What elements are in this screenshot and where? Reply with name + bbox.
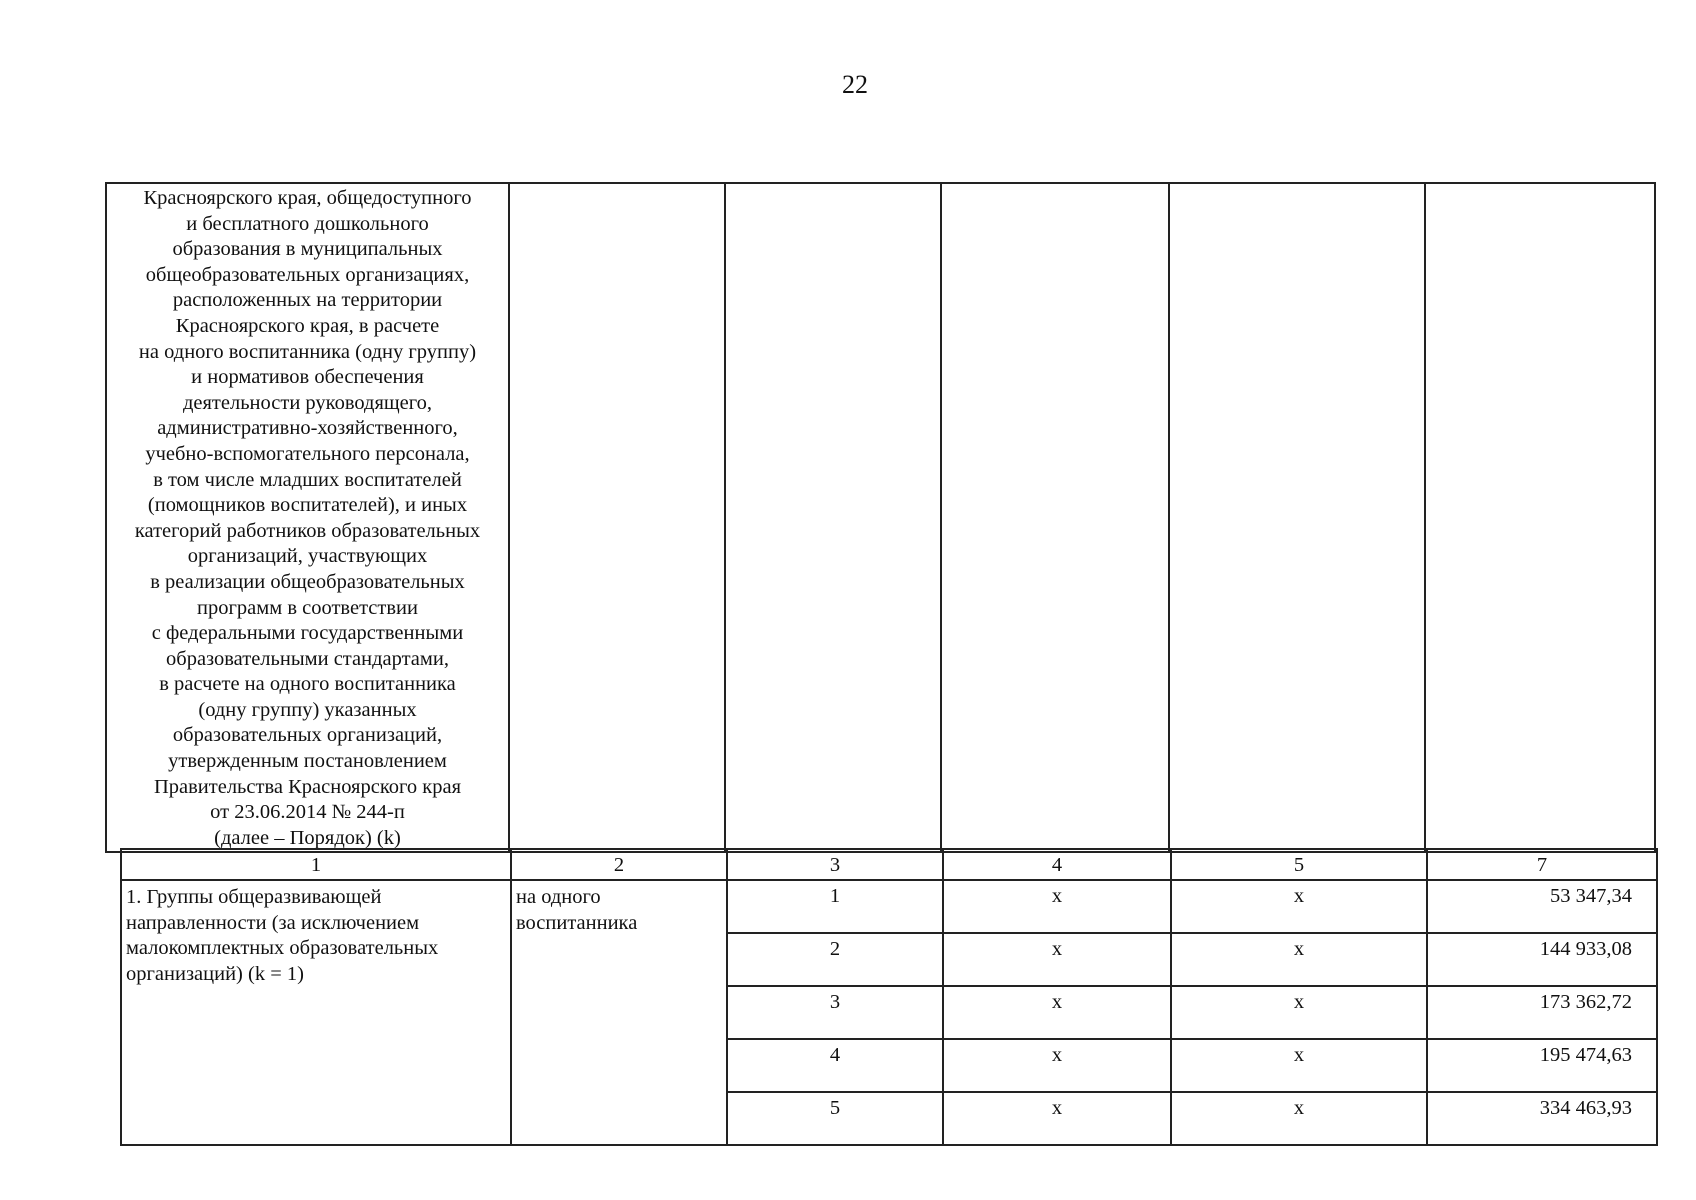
empty-cell (941, 183, 1169, 852)
header-cell: 7 (1427, 849, 1657, 880)
col4-cell: х (943, 1092, 1171, 1145)
col3-cell: 3 (727, 986, 943, 1039)
col3-cell: 1 (727, 880, 943, 933)
header-cell: 2 (511, 849, 727, 880)
col5-cell: х (1171, 933, 1427, 986)
group-name-cell (121, 880, 511, 1145)
col4-cell: х (943, 933, 1171, 986)
col4-cell: х (943, 986, 1171, 1039)
value-cell: 144 933,08 (1427, 933, 1657, 986)
description-line: с федеральными государственными (151, 622, 464, 645)
empty-cell (509, 183, 725, 852)
description-line: (далее – Порядок) (k) (214, 826, 401, 849)
description-line: Красноярского края, в расчете (175, 314, 440, 337)
col3-cell: 2 (727, 933, 943, 986)
description-line: Красноярского края, общедоступного (143, 187, 472, 209)
col4-cell: х (943, 1039, 1171, 1092)
col5-cell: х (1171, 986, 1427, 1039)
norms-table (120, 848, 1658, 1146)
empty-cell (725, 183, 941, 852)
col4-cell: х (943, 880, 1171, 933)
description-line: образования в муниципальных (172, 238, 443, 261)
description-line: программ в соответствии (197, 596, 418, 619)
description-line: (одну группу) указанных (198, 698, 417, 721)
col3-cell: 5 (727, 1092, 943, 1145)
description-line: административно-хозяйственного, (157, 417, 458, 440)
description-line: на одного воспитанника (одну группу) (138, 340, 477, 363)
header-row (121, 849, 1657, 880)
col5-cell: х (1171, 1039, 1427, 1092)
description-line: категорий работников образовательных (134, 519, 481, 542)
description-line: и нормативов обеспечения (191, 366, 424, 389)
table-row (121, 880, 1657, 933)
empty-cell (1425, 183, 1655, 852)
description-cell (106, 183, 509, 852)
description-line: образовательных организаций, (172, 724, 443, 747)
value-cell: 173 362,72 (1427, 986, 1657, 1039)
group-name-line: организаций) (k = 1) (126, 962, 304, 985)
description-line: расположенных на территории (172, 289, 443, 312)
description-line: учебно-вспомогательного персонала, (145, 442, 470, 465)
header-cell: 3 (727, 849, 943, 880)
description-line: в том числе младших воспитателей (153, 468, 462, 491)
description-line: (помощников воспитателей), и иных (147, 494, 468, 517)
col3-cell: 4 (727, 1039, 943, 1092)
description-line: организаций, участвующих (187, 545, 428, 568)
value-cell: 53 347,34 (1427, 880, 1657, 933)
continuation-table (105, 182, 1656, 853)
group-name-line: малокомплектных образовательных (126, 937, 439, 960)
description-line: образовательными стандартами, (166, 647, 449, 670)
group-name-line: направленности (за исключением (126, 911, 420, 934)
description-line: в реализации общеобразовательных (150, 570, 465, 593)
description-line: общеобразовательных организациях, (145, 263, 470, 286)
group-name-line: 1. Группы общеразвивающей (126, 886, 382, 908)
unit-line: на одного (516, 886, 601, 908)
unit-line: воспитанника (516, 911, 638, 934)
description-line: Правительства Красноярского края (153, 775, 462, 798)
page-number: 22 (842, 70, 868, 99)
description-line: утвержденным постановлением (168, 750, 447, 773)
description-line: от 23.06.2014 № 244-п (210, 801, 405, 824)
description-line: и бесплатного дошкольного (186, 212, 429, 235)
header-cell: 5 (1171, 849, 1427, 880)
unit-cell (511, 880, 727, 1145)
value-cell: 195 474,63 (1427, 1039, 1657, 1092)
header-cell: 1 (121, 849, 511, 880)
description-line: в расчете на одного воспитанника (159, 673, 456, 696)
header-cell: 4 (943, 849, 1171, 880)
value-cell: 334 463,93 (1427, 1092, 1657, 1145)
col5-cell: х (1171, 880, 1427, 933)
empty-cell (1169, 183, 1425, 852)
col5-cell: х (1171, 1092, 1427, 1145)
description-line: деятельности руководящего, (182, 391, 433, 414)
